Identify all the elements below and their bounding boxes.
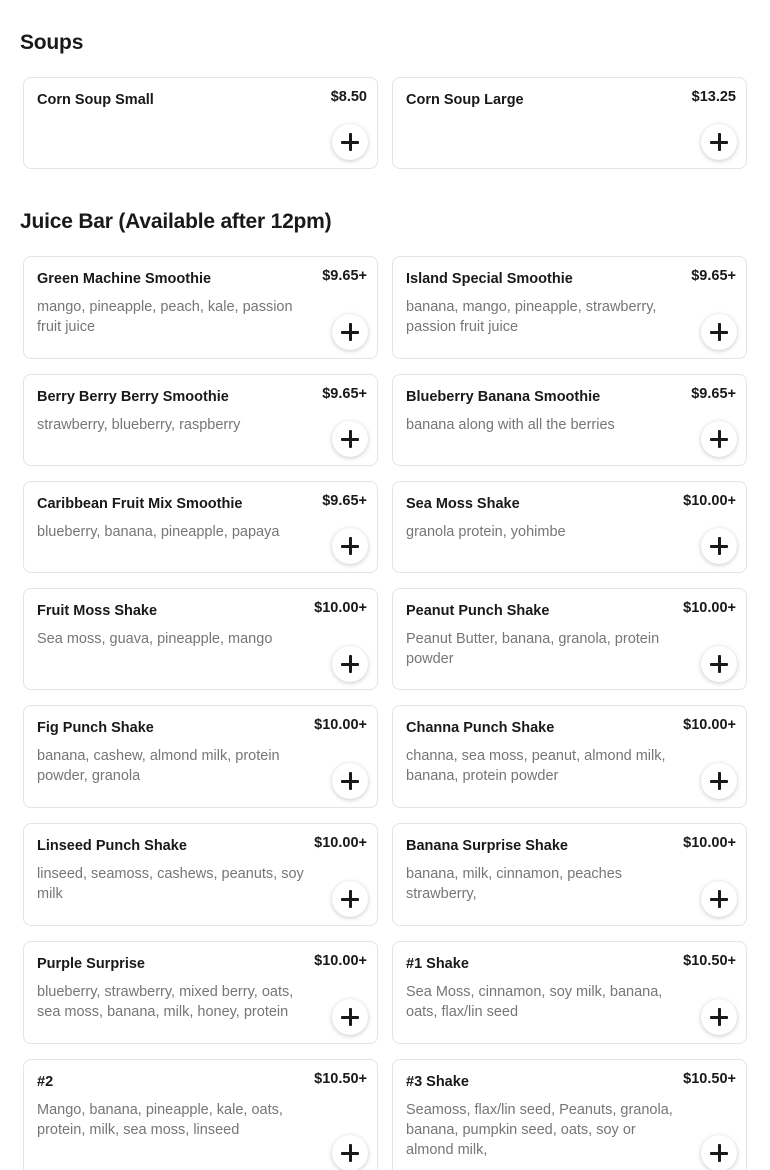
menu-item-card[interactable] — [392, 481, 747, 573]
add-item-button[interactable] — [332, 314, 368, 350]
add-item-button[interactable] — [332, 528, 368, 564]
item-price: $10.50+ — [683, 1071, 736, 1087]
menu-item-card[interactable] — [23, 705, 378, 808]
item-price: $8.50 — [330, 89, 367, 105]
menu-item-card[interactable] — [392, 941, 747, 1044]
item-description: strawberry, blueberry, raspberry — [37, 417, 241, 433]
add-item-button[interactable] — [332, 1135, 368, 1170]
plus-icon — [710, 537, 728, 555]
item-name: Fig Punch Shake — [37, 720, 154, 736]
item-description: blueberry, strawberry, mixed berry, oats, sea moss, banana, milk, honey, protein — [37, 984, 294, 1020]
add-item-button[interactable] — [701, 314, 737, 350]
plus-icon — [710, 772, 728, 790]
item-price: $10.00+ — [683, 493, 736, 509]
plus-icon — [710, 323, 728, 341]
add-item-button[interactable] — [701, 999, 737, 1035]
item-description: banana, cashew, almond milk, protein powder, granola — [37, 748, 280, 784]
menu-item-card[interactable] — [23, 588, 378, 690]
item-price: $10.00+ — [314, 953, 367, 969]
item-name: Peanut Punch Shake — [406, 603, 550, 619]
item-name: Fruit Moss Shake — [37, 603, 158, 619]
item-name: #1 Shake — [406, 956, 469, 972]
add-item-button[interactable] — [332, 763, 368, 799]
add-item-button[interactable] — [701, 1135, 737, 1170]
plus-icon — [341, 890, 359, 908]
item-name: Berry Berry Berry Smoothie — [37, 389, 229, 405]
item-name: Banana Surprise Shake — [406, 838, 568, 854]
menu-item-card[interactable] — [392, 374, 747, 466]
item-name: Blueberry Banana Smoothie — [406, 389, 601, 405]
item-description: Mango, banana, pineapple, kale, oats, protein, milk, sea moss, linseed — [37, 1102, 283, 1138]
item-price: $9.65+ — [322, 386, 367, 402]
plus-icon — [341, 1144, 359, 1162]
add-item-button[interactable] — [332, 646, 368, 682]
menu-item-card[interactable] — [392, 823, 747, 926]
menu-item-card[interactable] — [23, 77, 378, 169]
plus-icon — [710, 1008, 728, 1026]
item-price: $10.00+ — [683, 717, 736, 733]
plus-icon — [710, 655, 728, 673]
add-item-button[interactable] — [332, 881, 368, 917]
item-description: granola protein, yohimbe — [406, 524, 566, 540]
item-price: $13.25 — [691, 89, 736, 105]
add-item-button[interactable] — [332, 124, 368, 160]
item-name: Green Machine Smoothie — [37, 271, 212, 287]
add-item-button[interactable] — [332, 421, 368, 457]
item-name: Sea Moss Shake — [406, 496, 520, 512]
item-price: $9.65+ — [322, 268, 367, 284]
menu-item-card[interactable] — [392, 705, 747, 808]
item-price: $10.00+ — [314, 835, 367, 851]
item-price: $10.50+ — [314, 1071, 367, 1087]
item-name: #3 Shake — [406, 1074, 469, 1090]
item-description: Seamoss, flax/lin seed, Peanuts, granola, banana, pumpkin seed, oats, soy or almond milk, — [406, 1102, 673, 1158]
menu-item-card[interactable] — [23, 481, 378, 573]
plus-icon — [341, 430, 359, 448]
item-description: channa, sea moss, peanut, almond milk, banana, protein powder — [406, 748, 666, 784]
item-name: #2 — [37, 1074, 54, 1090]
section-title-soups: Soups — [20, 31, 84, 54]
item-name: Linseed Punch Shake — [37, 838, 187, 854]
plus-icon — [710, 430, 728, 448]
menu-item-card[interactable] — [23, 941, 378, 1044]
plus-icon — [710, 133, 728, 151]
plus-icon — [710, 1144, 728, 1162]
item-price: $9.65+ — [322, 493, 367, 509]
item-price: $10.00+ — [314, 717, 367, 733]
item-price: $9.65+ — [691, 268, 736, 284]
section-title-juice-bar: Juice Bar (Available after 12pm) — [20, 210, 332, 233]
plus-icon — [341, 655, 359, 673]
item-description: Sea Moss, cinnamon, soy milk, banana, oats, flax/lin seed — [406, 984, 663, 1020]
add-item-button[interactable] — [701, 881, 737, 917]
item-description: Peanut Butter, banana, granola, protein powder — [406, 631, 660, 667]
item-price: $10.00+ — [683, 835, 736, 851]
item-name: Corn Soup Large — [406, 92, 524, 108]
menu-item-card[interactable] — [392, 256, 747, 359]
add-item-button[interactable] — [701, 528, 737, 564]
item-description: Sea moss, guava, pineapple, mango — [37, 631, 273, 647]
item-price: $10.00+ — [314, 600, 367, 616]
item-name: Corn Soup Small — [37, 92, 154, 108]
item-description: banana, mango, pineapple, strawberry, passion fruit juice — [406, 299, 657, 335]
item-description: banana, milk, cinnamon, peaches strawberry, — [406, 866, 623, 902]
item-description: mango, pineapple, peach, kale, passion fruit juice — [37, 299, 293, 335]
plus-icon — [710, 890, 728, 908]
add-item-button[interactable] — [701, 646, 737, 682]
item-name: Island Special Smoothie — [406, 271, 573, 287]
item-name: Channa Punch Shake — [406, 720, 555, 736]
menu-item-card[interactable] — [23, 256, 378, 359]
menu-item-card[interactable] — [23, 823, 378, 926]
add-item-button[interactable] — [332, 999, 368, 1035]
item-price: $10.50+ — [683, 953, 736, 969]
item-name: Caribbean Fruit Mix Smoothie — [37, 496, 243, 512]
item-description: banana along with all the berries — [406, 417, 615, 433]
plus-icon — [341, 323, 359, 341]
menu-item-card[interactable] — [392, 588, 747, 690]
menu-item-card[interactable] — [23, 374, 378, 466]
plus-icon — [341, 772, 359, 790]
menu-item-card[interactable] — [392, 77, 747, 169]
item-price: $9.65+ — [691, 386, 736, 402]
add-item-button[interactable] — [701, 124, 737, 160]
menu-item-card[interactable] — [392, 1059, 747, 1170]
plus-icon — [341, 1008, 359, 1026]
item-price: $10.00+ — [683, 600, 736, 616]
plus-icon — [341, 133, 359, 151]
add-item-button[interactable] — [701, 763, 737, 799]
item-description: blueberry, banana, pineapple, papaya — [37, 524, 280, 540]
item-description: linseed, seamoss, cashews, peanuts, soy milk — [37, 866, 304, 902]
menu-item-card[interactable] — [23, 1059, 378, 1170]
item-name: Purple Surprise — [37, 956, 145, 972]
plus-icon — [341, 537, 359, 555]
add-item-button[interactable] — [701, 421, 737, 457]
